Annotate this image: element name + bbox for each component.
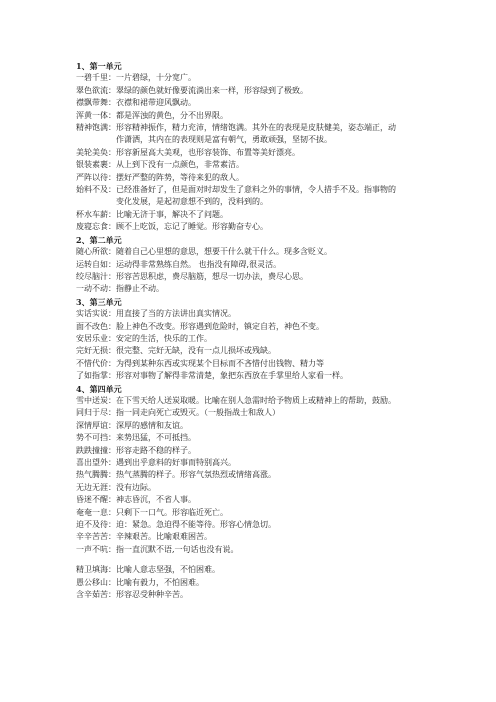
- idiom-term: 昏迷不醒：: [76, 495, 116, 505]
- idiom-entry: [76, 457, 476, 469]
- definition-line: 运动得非常熟练自然。 也指没有障碍,很灵活。: [116, 259, 282, 269]
- unit-heading: 3、第三单元: [76, 296, 122, 307]
- idiom-definition: [116, 221, 268, 233]
- idiom-definition: [116, 358, 324, 370]
- definition-line: 辛辣艰苦。比喻艰难困苦。: [116, 532, 212, 542]
- idiom-entry: [76, 184, 476, 209]
- idiom-definition: [116, 85, 308, 97]
- definition-line: 只剩下一口气。形容临近死亡。: [116, 507, 228, 517]
- idiom-entry: [76, 321, 476, 333]
- idiom-definition: [116, 209, 228, 221]
- idiom-entry: [76, 469, 476, 481]
- idiom-term: 运转自如：: [76, 259, 116, 269]
- idiom-entry: [76, 110, 476, 122]
- idiom-term: 深情厚谊：: [76, 420, 116, 430]
- idiom-definition: [116, 519, 276, 531]
- definition-line: 形容忍受种种辛苦。: [116, 590, 188, 600]
- idiom-entry: [76, 531, 476, 543]
- idiom-term: 实话实说：: [76, 309, 116, 319]
- idiom-entry: [76, 271, 476, 283]
- idiom-term: 一动不动：: [76, 284, 116, 294]
- idiom-term: 精神饱满：: [76, 123, 116, 133]
- idiom-definition: [116, 271, 308, 283]
- idiom-term: 杯水车薪：: [76, 209, 116, 219]
- idiom-term: 襟飘带舞：: [76, 98, 116, 108]
- idiom-entry: [76, 507, 476, 519]
- idiom-entry: [76, 172, 476, 184]
- definition-line: 热气蒸腾的样子。形容气氛热烈或情绪高涨。: [116, 470, 276, 480]
- idiom-entry: [76, 147, 476, 159]
- idiom-term: 喜出望外：: [76, 458, 116, 467]
- definition-line: 用直接了当的方法讲出真实情况。: [116, 309, 236, 319]
- idiom-definition: [116, 544, 239, 556]
- idiom-definition: [116, 407, 280, 419]
- definition-line: 形容对事物了解得非常清楚，象把东西放在手掌里给人家看一样。: [116, 371, 348, 381]
- definition-line: 比喻有毅力，不怕困难。: [116, 577, 204, 587]
- idiom-term: 完好无损：: [76, 346, 116, 356]
- idiom-entry: [76, 97, 476, 109]
- definition-line: 摆好严整的阵势，等待来犯的敌人。: [116, 172, 244, 182]
- idiom-entry: [76, 221, 476, 233]
- idiom-definition: [116, 333, 212, 345]
- idiom-entry: [76, 432, 476, 444]
- definition-line: 一片碧绿，十分宽广。: [116, 73, 196, 83]
- idiom-definition: [116, 577, 204, 589]
- definition-line: 顾不上吃饭，忘记了睡觉。形容勤奋专心。: [116, 222, 268, 232]
- idiom-entry: [76, 122, 476, 147]
- idiom-definition: [116, 122, 396, 147]
- idiom-entry: [76, 482, 476, 494]
- unit-heading: 2、第二单元: [76, 234, 122, 245]
- definition-line: 翠绿的颜色就好像要流淌出来一样，形容绿到了极致。: [116, 85, 308, 95]
- idiom-entry: [76, 159, 476, 171]
- idiom-definition: [116, 97, 196, 109]
- idiom-term: 一碧千里：: [76, 73, 116, 83]
- document-content: [76, 60, 476, 601]
- idiom-term: 面不改色：: [76, 321, 116, 331]
- idiom-term: 了如指掌：: [76, 371, 116, 381]
- idiom-entry: [76, 420, 476, 432]
- idiom-definition: [116, 172, 244, 184]
- idiom-term: 始料不及：: [76, 185, 116, 195]
- idiom-term: 迫不及待：: [76, 520, 116, 530]
- idiom-entry: [76, 494, 476, 506]
- definition-line: 形容苦思积虑，费尽脑筋，想尽一切办法，费尽心思。: [116, 271, 308, 281]
- idiom-definition: [116, 345, 276, 357]
- idiom-definition: [116, 147, 300, 159]
- definition-line: 比喻人意志坚强，不怕困难。: [116, 565, 220, 575]
- idiom-definition: [116, 507, 228, 519]
- idiom-definition: [116, 72, 196, 84]
- definition-line: 遇到出乎意料的好事而特别高兴。: [116, 458, 236, 467]
- definition-line: 随着自己心里想的意思，想要干什么就干什么。现多含贬义。: [116, 247, 332, 257]
- definition-line: 指静止不动。: [116, 284, 164, 294]
- unit-heading: 1、第一单元: [76, 61, 122, 71]
- definition-line: 没有边际。: [116, 482, 156, 492]
- idiom-definition: [116, 531, 212, 543]
- idiom-entry: [76, 333, 476, 345]
- definition-line: 形容精神振作，精力充沛，情绪饱满。其外在的表现是皮肤健美，姿态端正，动: [116, 123, 396, 133]
- definition-line: 作潇洒，其内在的表现则是富有朝气，勇敢顽强，坚韧不拔。: [116, 135, 332, 145]
- idiom-entry: [76, 283, 476, 295]
- definition-line: 为得到某种东西或实现某个目标而不吝惜付出钱物、精力等: [116, 358, 324, 368]
- idiom-entry: [76, 564, 476, 576]
- idiom-entry: [76, 308, 476, 320]
- definition-line: 形容走路不稳的样子。: [116, 445, 196, 455]
- definition-line: 安定的生活，快乐的工作。: [116, 333, 212, 343]
- idiom-entry: [76, 370, 476, 382]
- idiom-term: 绞尽脑汁：: [76, 271, 116, 281]
- idiom-entry: [76, 445, 476, 457]
- idiom-definition: [116, 259, 281, 271]
- idiom-term: 雪中送炭：: [76, 395, 116, 405]
- idiom-term: 势不可挡：: [76, 433, 116, 443]
- idiom-entry: [76, 544, 476, 556]
- definition-line: 变化发展，是起初意想不到的，没料到的。: [116, 197, 268, 207]
- idiom-entry: [76, 395, 476, 407]
- idiom-entry: [76, 589, 476, 601]
- idiom-definition: [116, 445, 196, 457]
- idiom-entry: [76, 519, 476, 531]
- definition-line: 脸上神色不改变。形容遇到危险时，镇定自若，神色不变。: [116, 321, 324, 331]
- unit-heading: 4、第四单元: [76, 383, 122, 394]
- definition-line: 已经准备好了，但是面对时却发生了意料之外的事情，令人措手不及。指事物的: [116, 185, 396, 195]
- idiom-definition: [116, 482, 156, 494]
- idiom-term: 严阵以待：: [76, 172, 116, 182]
- definition-line: 迫：紧急。急迫得不能等待。形容心情急切。: [116, 520, 276, 530]
- idiom-term: 废寝忘食：: [76, 222, 116, 232]
- definition-line: 来势迅猛，不可抵挡。: [116, 433, 196, 443]
- idiom-definition: [116, 184, 396, 209]
- definition-line: 指一直沉默不语,一句话也没有说。: [116, 544, 239, 554]
- idiom-term: 无边无涯：: [76, 482, 116, 492]
- idiom-definition: [116, 110, 228, 122]
- idiom-definition: [116, 469, 276, 481]
- definition-line: 形容新屋高大美观，也形容装饰、布置等美好漂亮。: [116, 147, 300, 157]
- idiom-entry: [76, 345, 476, 357]
- idiom-term: 一声不吭：: [76, 544, 116, 554]
- idiom-entry: [76, 85, 476, 97]
- definition-line: 指一同走向死亡或毁灭。（一般指战士和敌人）: [116, 408, 280, 418]
- idiom-term: 随心所欲：: [76, 247, 116, 257]
- idiom-entry: [76, 209, 476, 221]
- idiom-entry: [76, 246, 476, 258]
- idiom-definition: [116, 370, 348, 382]
- idiom-entry: [76, 72, 476, 84]
- definition-line: 神志昏沉，不省人事。: [116, 495, 196, 505]
- definition-line: 很完整、完好无缺，没有一点儿损坏或残缺。: [116, 346, 276, 356]
- definition-line: 比喻无济于事，解决不了问题。: [116, 209, 228, 219]
- idiom-entry: [76, 577, 476, 589]
- idiom-definition: [116, 457, 236, 469]
- idiom-term: 精卫填海：: [76, 565, 116, 575]
- idiom-term: 浑黄一体：: [76, 110, 116, 120]
- idiom-definition: [116, 159, 244, 171]
- idiom-definition: [116, 420, 188, 432]
- idiom-term: 含辛茹苦：: [76, 590, 116, 600]
- idiom-term: 安居乐业：: [76, 333, 116, 343]
- definition-line: 衣襟和裙带迎风飘动。: [116, 98, 196, 108]
- idiom-term: 热气腾腾：: [76, 470, 116, 480]
- idiom-definition: [116, 283, 164, 295]
- idiom-definition: [116, 432, 196, 444]
- idiom-term: 奄奄一息：: [76, 507, 116, 517]
- idiom-entry: [76, 358, 476, 370]
- idiom-term: 同归于尽：: [76, 408, 116, 418]
- section-spacer: [76, 556, 476, 564]
- idiom-entry: [76, 407, 476, 419]
- definition-line: 深厚的感情和友谊。: [116, 420, 188, 430]
- idiom-term: 美轮美奂：: [76, 147, 116, 157]
- idiom-term: 银装素裹：: [76, 160, 116, 170]
- idiom-term: 翠色欲流：: [76, 85, 116, 95]
- idiom-definition: [116, 395, 396, 407]
- definition-line: 在下雪天给人送炭取暖。比喻在别人急需时给予物质上或精神上的帮助，鼓励。: [116, 395, 396, 405]
- definition-line: 从上到下没有一点颜色，非常素洁。: [116, 160, 244, 170]
- idiom-definition: [116, 246, 332, 258]
- idiom-definition: [116, 494, 196, 506]
- idiom-term: 跌跌撞撞：: [76, 445, 116, 455]
- idiom-term: 辛辛苦苦：: [76, 532, 116, 542]
- idiom-definition: [116, 308, 236, 320]
- idiom-entry: [76, 259, 476, 271]
- idiom-definition: [116, 321, 324, 333]
- definition-line: 都是浑浊的黄色，分不出界限。: [116, 110, 228, 120]
- idiom-term: 不惜代价：: [76, 358, 116, 368]
- idiom-term: 愚公移山：: [76, 577, 116, 587]
- idiom-definition: [116, 589, 188, 601]
- idiom-definition: [116, 564, 220, 576]
